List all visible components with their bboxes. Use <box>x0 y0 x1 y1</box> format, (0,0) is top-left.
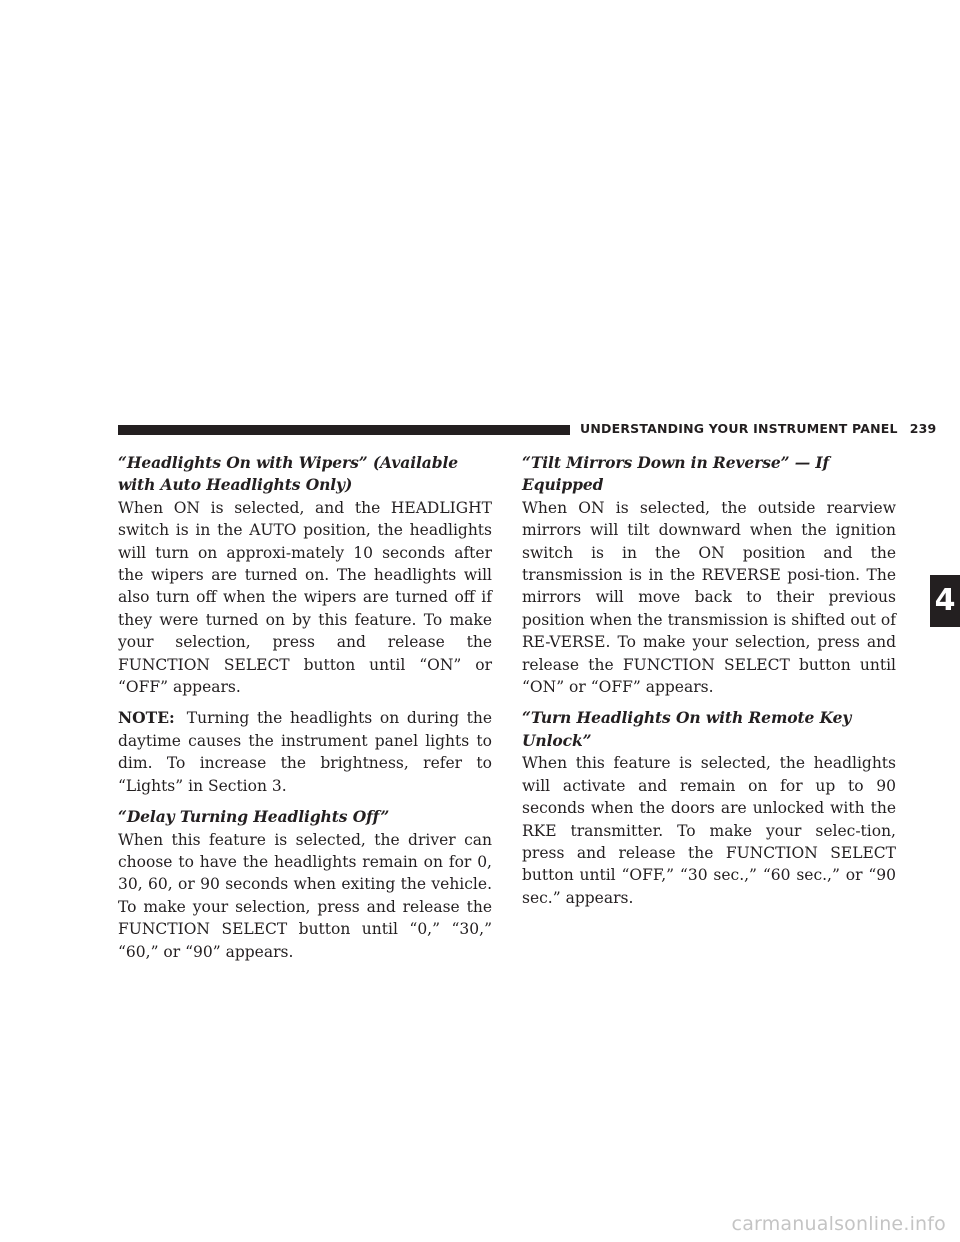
section-title: UNDERSTANDING YOUR INSTRUMENT PANEL <box>580 421 898 436</box>
delay-headlights-off-section <box>118 806 492 963</box>
tilt-mirrors-section <box>522 452 896 698</box>
section-body: When this feature is selected, the driver can choose to have the headlights remain on for 0, 30, 60, or 90 seconds when exiting the vehicle. To make your selection, press and release the FUNCTION SELECT button until “0,” “30,” “60,” or “90” appears. <box>118 830 492 961</box>
note-block <box>118 707 492 797</box>
section-body: When ON is selected, and the HEADLIGHT switch is in the AUTO position, the headlights will turn on approxi-mately 10 seconds after the wipers are turned on. The headlights will also turn off when the wipers are turned off if they were turned on by this feature. To make your selection, press and release the FUNCTION SELECT button until “ON” or “OFF” appears. <box>118 498 492 697</box>
header-rule <box>118 425 570 435</box>
section-body: When ON is selected, the outside rearview mirrors will tilt downward when the ignition switch is in the ON position and the transmission is in the REVERSE posi-tion. The mirrors will move back to their previous position when the transmission is shifted out of RE-VERSE. To make your selection, press and release the FUNCTION SELECT button until “ON” or “OFF” appears. <box>522 498 896 697</box>
headlights-on-with-wipers-section <box>118 452 492 698</box>
section-body: When this feature is selected, the headlights will activate and remain on for up to 90 seconds when the doors are unlocked with the RKE transmitter. To make your selec-tion, press and release the FUNCTION SELECT button until “OFF,” “30 sec.,” “60 sec.,” or “90 sec.” appears. <box>522 754 896 907</box>
note-text: Turning the headlights on during the daytime causes the instrument panel lights to dim. To increase the brightness, refer to “Lights” in Section 3. <box>118 709 492 795</box>
remote-key-unlock-section <box>522 707 896 909</box>
section-heading: “Headlights On with Wipers” (Available with Auto Headlights Only) <box>118 453 459 495</box>
right-column <box>522 452 896 918</box>
section-tab: 4 <box>930 575 960 627</box>
page-number: 239 <box>909 421 937 436</box>
section-heading: “Turn Headlights On with Remote Key Unlock” <box>522 708 852 750</box>
section-heading: “Tilt Mirrors Down in Reverse” — If Equipped <box>522 453 830 495</box>
watermark: carmanualsonline.info <box>731 1213 946 1235</box>
left-column <box>118 452 492 972</box>
note-label: NOTE: <box>118 708 175 728</box>
section-heading: “Delay Turning Headlights Off” <box>118 807 390 827</box>
running-header <box>580 421 936 436</box>
